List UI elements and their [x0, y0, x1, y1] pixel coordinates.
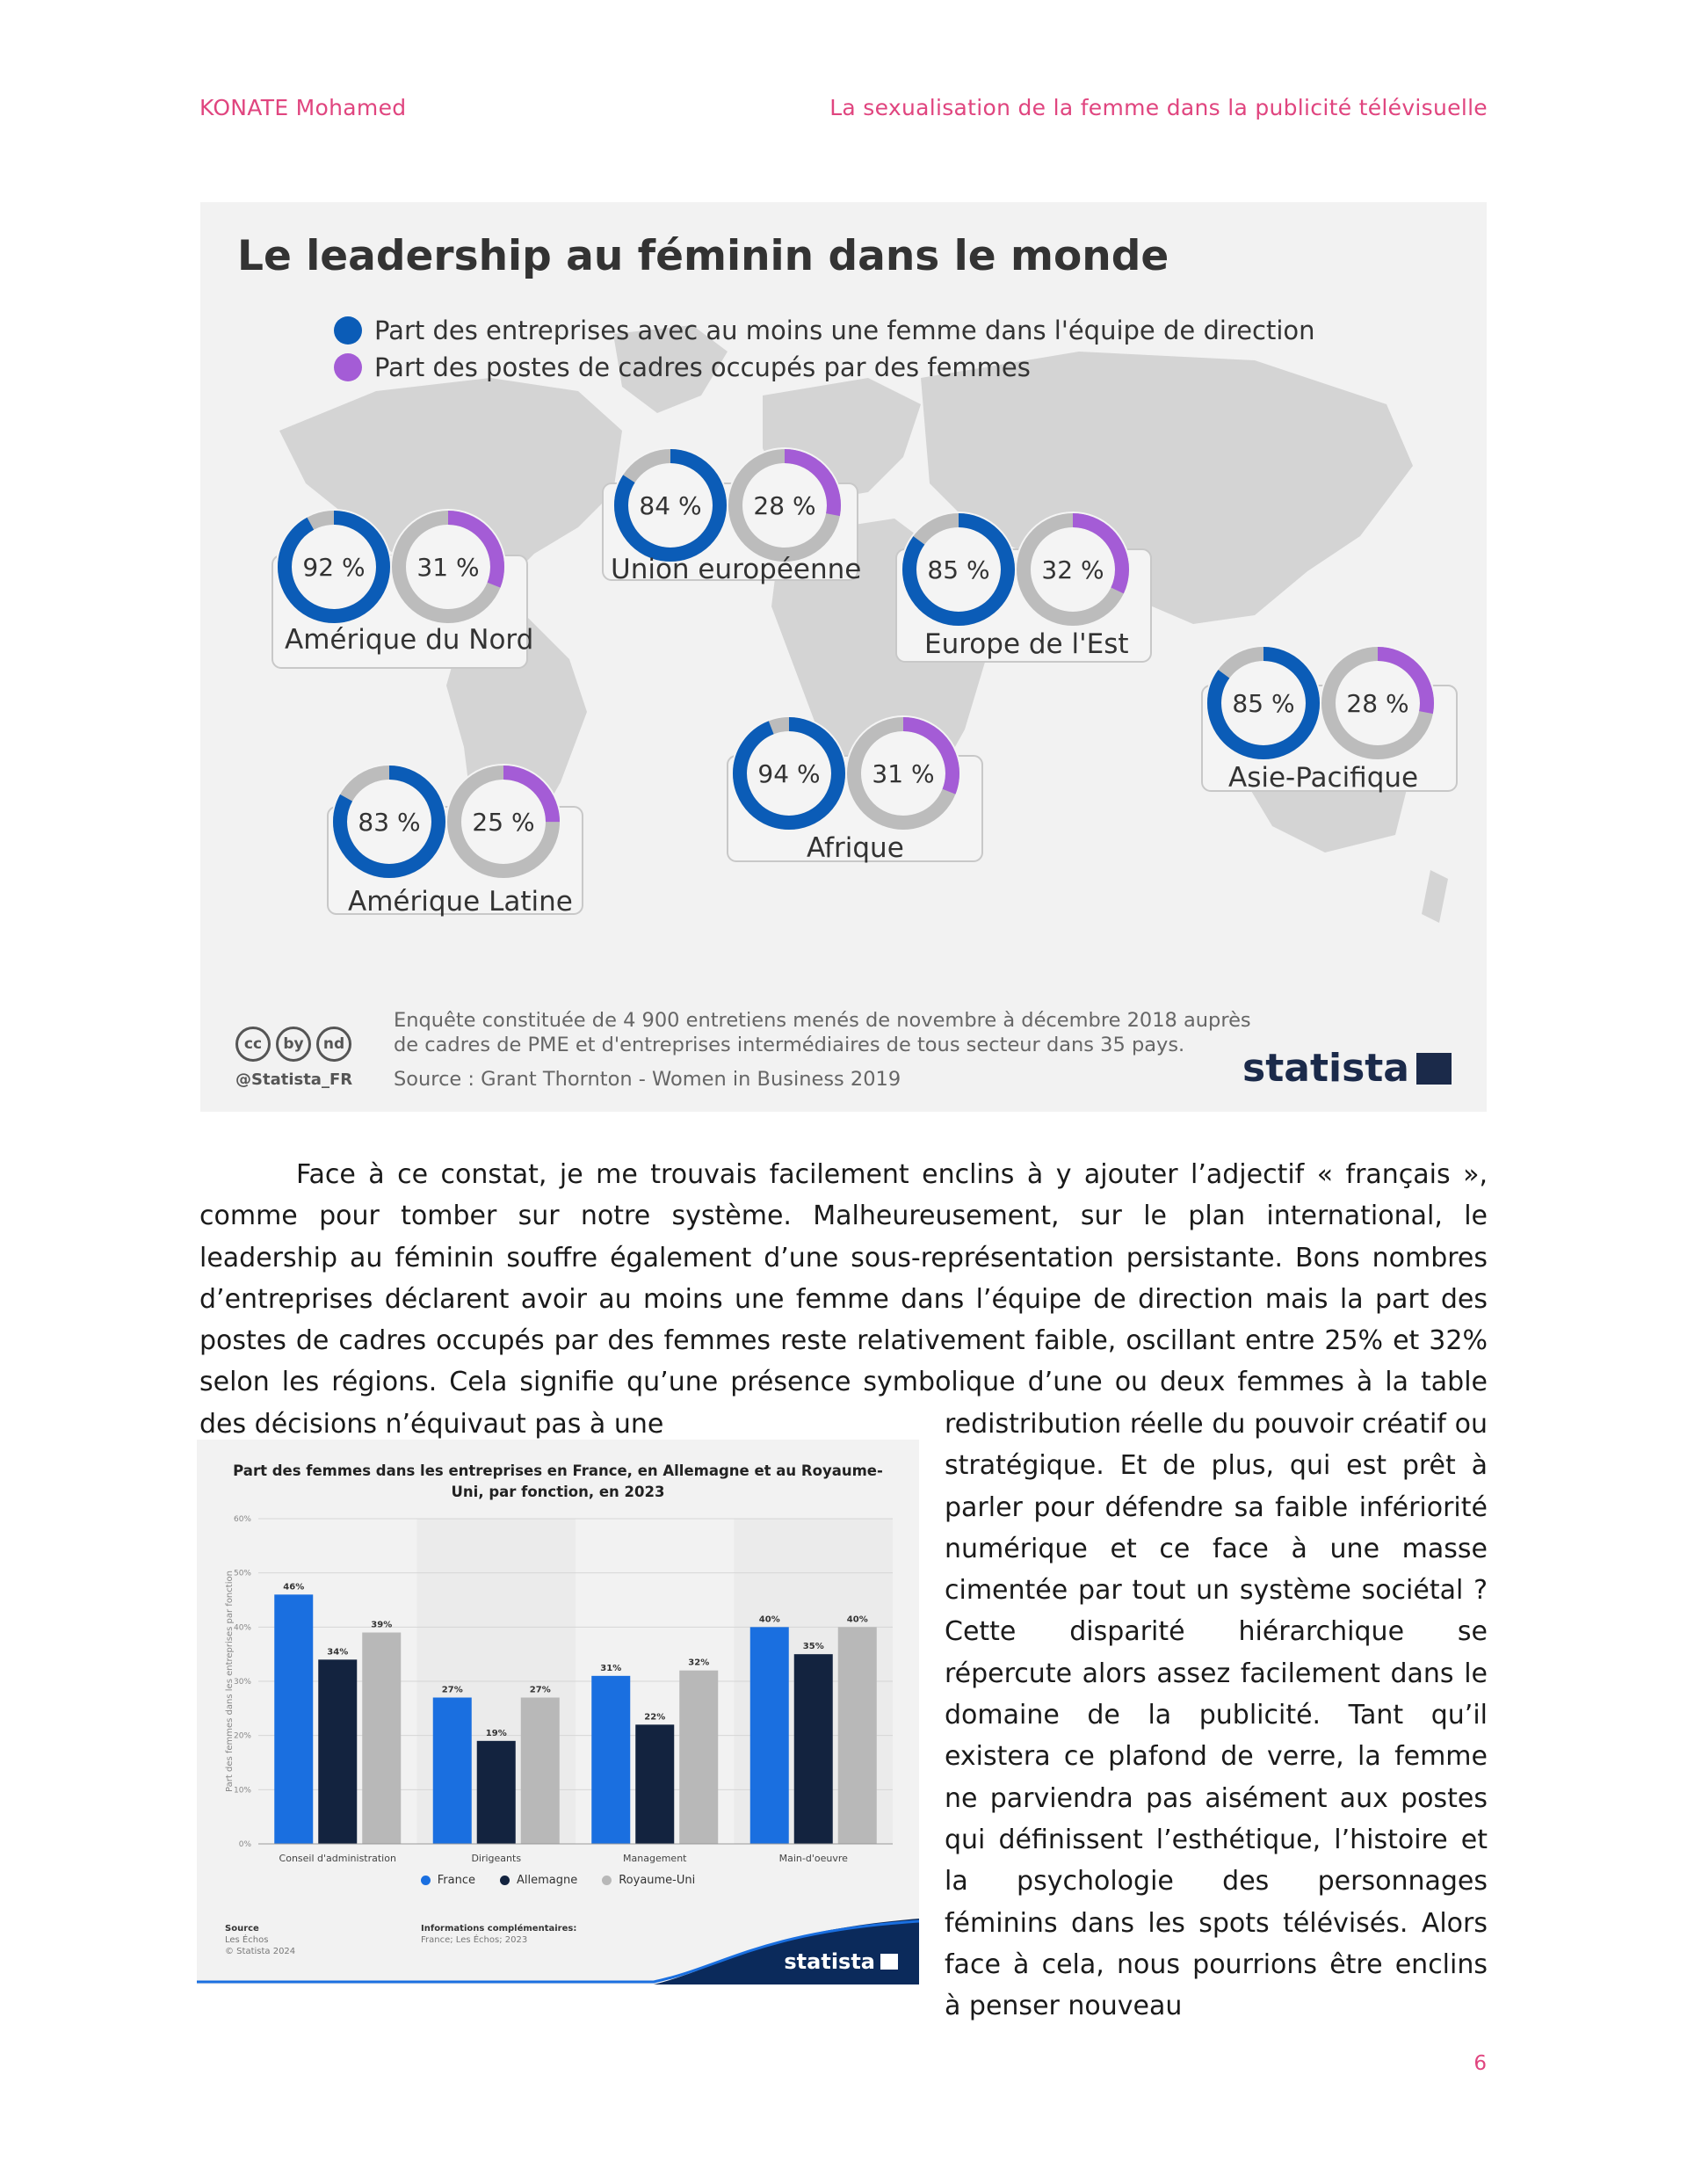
bar-value-label: 27% — [529, 1685, 551, 1695]
donut-value-label: 84 % — [639, 491, 702, 520]
y-tick-label: 10% — [233, 1786, 251, 1796]
survey-note-line1: Enquête constituée de 4 900 entretiens menés de novembre à décembre 2018 auprès — [394, 1009, 1251, 1032]
legend-dot — [602, 1876, 612, 1885]
legend-label: Allemagne — [516, 1874, 578, 1887]
region-label-asia-pacific: Asie-Pacifique — [1228, 762, 1419, 794]
legend-label: Part des entreprises avec au moins une femme dans l'équipe de direction — [374, 316, 1315, 345]
legend-dot-purple — [334, 353, 362, 381]
y-tick-label: 30% — [233, 1678, 251, 1687]
donut-value-label: 28 % — [753, 491, 816, 520]
bar — [750, 1627, 789, 1844]
legend-label: Royaume-Uni — [619, 1874, 696, 1887]
y-tick-label: 20% — [233, 1731, 251, 1741]
donut-value-label: 85 % — [927, 555, 990, 584]
legend-dot — [500, 1876, 510, 1885]
donut-value-label: 94 % — [757, 759, 821, 788]
statista-logo — [1242, 1046, 1452, 1091]
bar-value-label: 34% — [327, 1647, 349, 1658]
donut-value-label: 85 % — [1232, 689, 1295, 718]
legend-item-france — [421, 1874, 475, 1887]
bar-value-label: 40% — [846, 1614, 868, 1625]
brand-text: statista — [784, 1949, 875, 1974]
region-label-eu: Union européenne — [611, 554, 862, 585]
region-label-latin-america: Amérique Latine — [348, 886, 573, 918]
bar-value-label: 22% — [644, 1712, 666, 1723]
info-title: Informations complémentaires: — [421, 1924, 577, 1934]
donut-value-label: 25 % — [472, 808, 535, 837]
y-tick-label: 60% — [233, 1515, 251, 1524]
donut-value-label: 31 % — [416, 553, 480, 582]
legend-dot — [421, 1876, 431, 1885]
statista-mark-icon — [1416, 1053, 1452, 1085]
legend-item-cadres — [334, 349, 1315, 386]
paragraph-text: Face à ce constat, je me trouvais facilement enclins à y ajouter l’adjectif « français », comme pour tomber sur notre système. Malheureusement, sur le plan international, le leadership au féminin souffre également d’une sous-représentation persistante. Bons nombres d’entreprises déclarent avoir au moins une femme dans l’équipe de direction mais la part des postes de cadres occupés par des femmes reste relativement faible, oscillant entre 25% et 32% selon les régions. Cela signifie qu’une présence symbolique d’une ou deux femmes à la table des décisions n’équivaut pas à une — [199, 1159, 1488, 1440]
nd-icon: nd — [316, 1027, 351, 1062]
brand-text: statista — [1242, 1046, 1409, 1091]
bar — [679, 1671, 718, 1844]
region-label-north-america: Amérique du Nord — [285, 624, 534, 656]
statista-handle: @Statista_FR — [235, 1070, 353, 1089]
copyright-line: © Statista 2024 — [225, 1947, 296, 1956]
bar — [635, 1724, 674, 1844]
bar — [591, 1676, 630, 1844]
source-note: Source : Grant Thornton - Women in Business 2019 — [394, 1068, 901, 1091]
bar — [362, 1633, 401, 1845]
chart-info — [421, 1923, 576, 1946]
donut-value-label: 31 % — [872, 759, 935, 788]
donut-value-label: 28 % — [1346, 689, 1409, 718]
bar — [274, 1594, 313, 1844]
header-author: KONATE Mohamed — [199, 95, 407, 120]
y-tick-label: 40% — [233, 1623, 251, 1633]
legend-item-royaume-uni — [602, 1874, 695, 1887]
chart-legend — [197, 1874, 919, 1887]
legend-label: Part des postes de cadres occupés par des femmes — [374, 352, 1031, 382]
bar — [838, 1627, 877, 1844]
x-tick-label: Dirigeants — [471, 1853, 522, 1864]
bar-value-label: 31% — [600, 1663, 622, 1673]
chart-source — [225, 1923, 295, 1957]
cc-icon: cc — [235, 1027, 271, 1062]
bar-value-label: 46% — [283, 1582, 305, 1593]
y-axis-label: Part des femmes dans les entreprises par fonction — [225, 1571, 235, 1792]
donut-value-label: 32 % — [1041, 555, 1104, 584]
survey-note-line2: de cadres de PME et d'entreprises intermédiaires de tous secteur dans 35 pays. — [394, 1034, 1185, 1056]
bar-value-label: 27% — [441, 1685, 463, 1695]
legend-dot-blue — [334, 316, 362, 345]
statista-mark-icon — [880, 1954, 898, 1970]
info-line: France; Les Échos; 2023 — [421, 1935, 528, 1945]
x-tick-label: Main-d'oeuvre — [778, 1853, 848, 1864]
bar-value-label: 39% — [371, 1620, 393, 1630]
new-zealand-shape — [1422, 870, 1448, 923]
source-title: Source — [225, 1924, 259, 1934]
legend-item-direction — [334, 312, 1315, 349]
x-tick-label: Management — [623, 1853, 687, 1864]
header-title: La sexualisation de la femme dans la publicité télévisuelle — [829, 95, 1488, 120]
chart-title: Part des femmes dans les entreprises en France, en Allemagne et au Royaume-Uni, par fonction, en 2023 — [233, 1462, 883, 1500]
donut-value-label: 83 % — [358, 808, 421, 837]
bar-value-label: 40% — [758, 1614, 780, 1625]
source-line: Les Échos — [225, 1935, 269, 1945]
bar — [521, 1698, 560, 1845]
chart-statista-logo — [784, 1949, 898, 1974]
infographic-title: Le leadership au féminin dans le monde — [237, 232, 1169, 280]
bar-chart — [197, 1440, 919, 1984]
y-tick-label: 0% — [238, 1840, 251, 1849]
bar-value-label: 35% — [802, 1642, 824, 1652]
creative-commons-icons — [235, 1027, 351, 1062]
bar — [318, 1659, 357, 1844]
region-label-africa: Afrique — [807, 832, 904, 864]
region-label-eastern-europe: Europe de l'Est — [924, 628, 1129, 660]
bar-value-label: 32% — [688, 1658, 710, 1668]
donut-value-label: 92 % — [302, 553, 366, 582]
chart-plot — [197, 1440, 919, 1984]
bar-value-label: 19% — [485, 1728, 507, 1738]
page-number: 6 — [1473, 2052, 1487, 2075]
column-paragraph: redistribution réelle du pouvoir créatif ou stratégique. Et de plus, qui est prêt à parler pour défendre sa faible infériorité numérique et ce face à une masse cimentée par tout un système sociétal ? Cette disparité hiérarchique se répercute alors assez facilement dans le domaine de la publicité. Tant qu’il existera ce plafond de verre, la femme ne parviendra pas aisément aux postes qui définissent l’esthétique, l’histoire et la psychologie des personnages féminins dans les spots télévisés. Alors face à cela, nous pourrions être enclins à penser nouveau — [945, 1409, 1488, 2022]
leadership-infographic — [200, 202, 1487, 1112]
bar — [433, 1698, 472, 1845]
legend-item-allemagne — [500, 1874, 577, 1887]
infographic-legend — [334, 312, 1315, 386]
bar — [477, 1741, 516, 1844]
body-paragraph — [199, 1154, 1488, 1445]
x-tick-label: Conseil d'administration — [279, 1853, 396, 1864]
by-icon: by — [276, 1027, 311, 1062]
legend-label: France — [437, 1874, 475, 1887]
bar — [794, 1654, 833, 1844]
y-tick-label: 50% — [233, 1569, 251, 1578]
